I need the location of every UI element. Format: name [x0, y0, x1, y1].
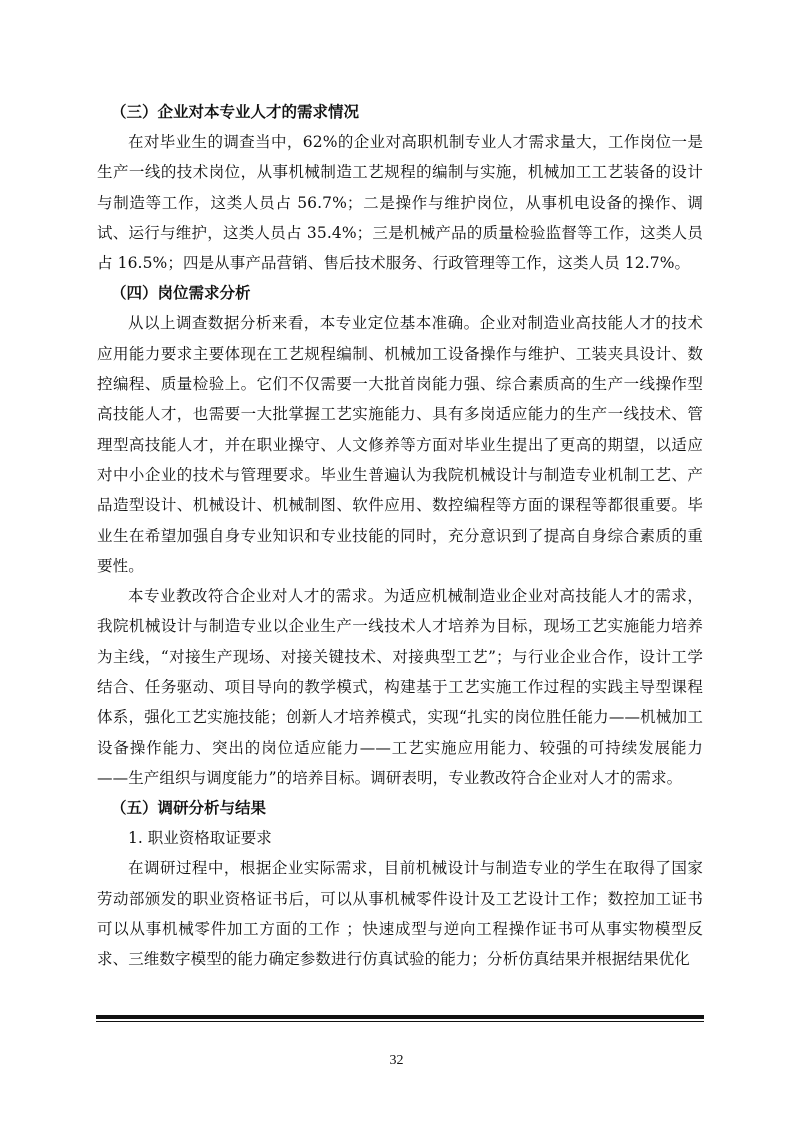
footer-rule-thin [96, 1021, 704, 1022]
paragraph-teaching-reform: 本专业教改符合企业对人才的需求。为适应机械制造业企业对高技能人才的需求，我院机械设计与制造专业以企业生产一线技术人才培养为目标，现场工艺实施能力培养为主线，“对接生产现场、对接关键技术、对接典型工艺”；与行业企业合作，设计工学结合、任务驱动、项目导向的教学模式，构建基于工艺实施工作过程的实践主导型课程体系，强化工艺实施技能；创新人才培养模式，实现“扎实的岗位胜任能力——机械加工设备操作能力、突出的岗位适应能力——工艺实施应用能力、较强的可持续发展能力——生产组织与调度能力”的培养目标。调研表明，专业教改符合企业对人才的需求。 [97, 587, 703, 787]
paragraph-position-analysis: 从以上调查数据分析来看，本专业定位基本准确。企业对制造业高技能人才的技术应用能力要求主要体现在工艺规程编制、机械加工设备操作与维护、工装夹具设计、数控编程、质量检验上。它们不仅需要一大批首岗能力强、综合素质高的生产一线操作型高技能人才，也需要一大批掌握工艺实施能力、具有多岗适应能力的生产一线技术、管理型高技能人才，并在职业操守、人文修养等方面对毕业生提出了更高的期望，以适应对中小企业的技术与管理要求。毕业生普遍认为我院机械设计与制造专业机制工艺、产品造型设计、机械设计、机械制图、软件应用、数控编程等方面的课程等都很重要。毕业生在希望加强自身专业知识和专业技能的同时，充分意识到了提高自身综合素质的重要性。 [97, 314, 703, 575]
paragraph-demand-survey: 在对毕业生的调查当中，62%的企业对高职机制专业人才需求量大，工作岗位一是生产一线的技术岗位，从事机械制造工艺规程的编制与实施，机械加工工艺装备的设计与制造等工作，这类人员占 56.7%；二是操作与维护岗位，从事机电设备的操作、调试、运行与维护，这类人员占 35.4%；三是机械产品的质量检验监督等工作，这类人员占 16.5%；四是从事产品营销、售后技术服务、行政管理等工作，这类人员 12.7%。 [97, 133, 703, 273]
footer-rule-thick [96, 1015, 704, 1019]
paragraph-certification: 在调研过程中，根据企业实际需求，目前机械设计与制造专业的学生在取得了国家劳动部颁发的职业资格证书后，可以从事机械零件设计及工艺设计工作；数控加工证书可以从事机械零件加工方面的工作 ；快速成型与逆向工程操作证书可从事实物模型反求、三维数字模型的能力确定参数进行仿真试验的能力；分析仿真结果并根据结果优化 [97, 859, 703, 969]
subheading-certification: 1. 职业资格取证要求 [128, 829, 272, 848]
page-number: 32 [389, 1053, 404, 1068]
page-body [97, 97, 703, 974]
section-heading-4: （四）岗位需求分析 [111, 284, 251, 303]
section-heading-5: （五）调研分析与结果 [111, 799, 267, 818]
section-heading-3: （三）企业对本专业人才的需求情况 [111, 103, 360, 121]
